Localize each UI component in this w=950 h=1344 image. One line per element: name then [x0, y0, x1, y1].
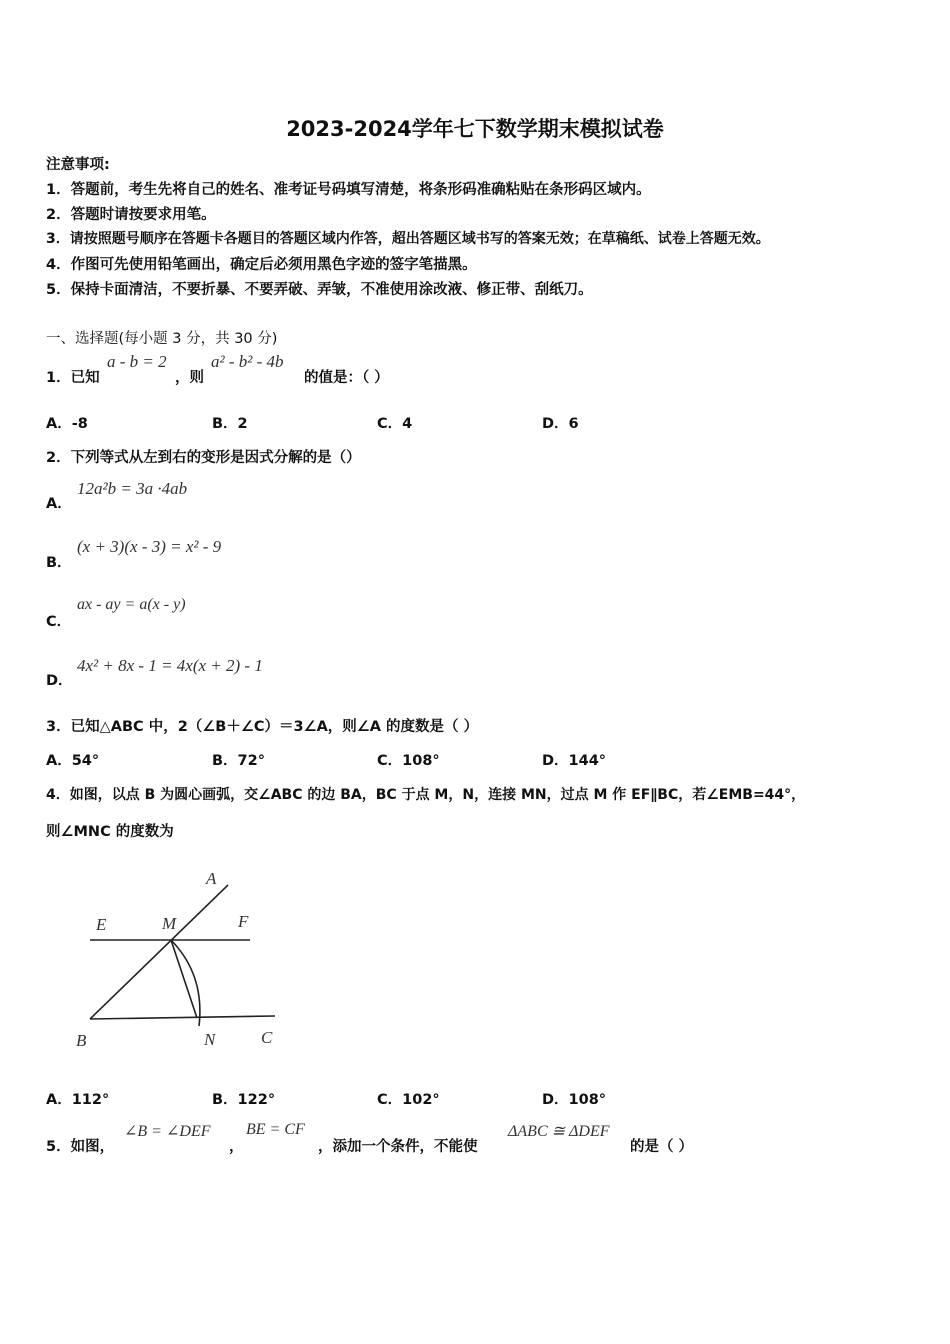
q2-option-a-label: A． — [46, 496, 72, 512]
q2-option-b-expr: (x + 3)(x - 3) = x² - 9 — [77, 537, 222, 556]
q4-option-c: C．102° — [377, 1092, 440, 1108]
page-title: 2023-2024学年七下数学期末模拟试卷 — [286, 117, 664, 141]
label-m: M — [162, 914, 177, 933]
q2-option-d-label: D． — [46, 673, 73, 689]
q3-option-b: B．72° — [212, 753, 265, 769]
q1-option-a: A．-8 — [46, 416, 88, 432]
notice-item: 3．请按照题号顺序在答题卡各题目的答题区域内作答，超出答题区域书写的答案无效；在草稿纸、试卷上答题无效。 — [46, 231, 770, 247]
q1-expr-given: a - b = 2 — [107, 352, 167, 371]
q4-option-d: D．108° — [542, 1092, 607, 1108]
q2-option-d-expr: 4x² + 8x - 1 = 4x(x + 2) - 1 — [77, 656, 263, 675]
q4-option-b: B．122° — [212, 1092, 276, 1108]
label-f: F — [238, 912, 249, 931]
q5-suffix: 的是（ ） — [630, 1139, 694, 1155]
notice-item: 1．答题前，考生先将自己的姓名、准考证号码填写清楚，将条形码准确粘贴在条形码区域内。 — [46, 182, 651, 198]
q3-option-d: D．144° — [542, 753, 607, 769]
notice-item: 5．保持卡面清洁，不要折暴、不要弄破、弄皱，不准使用涂改液、修正带、刮纸刀。 — [46, 282, 593, 298]
q4-figure — [60, 860, 300, 1060]
q2-option-b-label: B． — [46, 555, 72, 571]
q5-expr-congruent: ΔABC ≅ ΔDEF — [508, 1123, 610, 1140]
q1-option-b: B．2 — [212, 416, 248, 432]
ray-ba — [90, 885, 228, 1019]
q3-option-a: A．54° — [46, 753, 100, 769]
notice-heading: 注意事项: — [46, 157, 110, 173]
q2-option-c-label: C． — [46, 614, 72, 630]
label-n: N — [204, 1030, 216, 1049]
notice-item: 2．答题时请按要求用笔。 — [46, 207, 216, 223]
q1-prefix: 1．已知 — [46, 370, 100, 386]
section-heading: 一、选择题(每小题 3 分，共 30 分) — [46, 331, 278, 347]
label-a: A — [206, 869, 217, 888]
q4-option-a: A．112° — [46, 1092, 110, 1108]
q2-option-a-expr: 12a²b = 3a ·4ab — [77, 479, 188, 498]
q1-suffix: 的值是：（ ） — [304, 370, 389, 386]
q1-option-c: C．4 — [377, 416, 413, 432]
q5-sep: ， — [229, 1139, 244, 1155]
q5-expr-segments: BE = CF — [246, 1121, 305, 1138]
q4-stem-line2: 则∠MNC 的度数为 — [46, 824, 174, 840]
q2-option-c-expr: ax - ay = a(x - y) — [77, 596, 186, 613]
q1-mid: ，则 — [175, 370, 204, 386]
q5-mid: ，添加一个条件，不能使 — [318, 1139, 478, 1155]
q4-stem-line1: 4．如图，以点 B 为圆心画弧，交∠ABC 的边 BA，BC 于点 M，N，连接 MN，过点 M 作 EF∥BC，若∠EMB=44°， — [46, 787, 806, 803]
q5-expr-angles: ∠B = ∠DEF — [124, 1123, 211, 1140]
q1-option-d: D．6 — [542, 416, 579, 432]
line-bc — [90, 1016, 275, 1019]
segment-mn — [171, 940, 197, 1018]
q3-option-c: C．108° — [377, 753, 440, 769]
label-e: E — [96, 915, 107, 934]
q5-prefix: 5．如图， — [46, 1139, 115, 1155]
q1-expr-target: a² - b² - 4b — [211, 352, 284, 371]
notice-item: 4．作图可先使用铅笔画出，确定后必须用黑色字迹的签字笔描黑。 — [46, 257, 477, 273]
q2-stem: 2．下列等式从左到右的变形是因式分解的是（） — [46, 450, 361, 466]
q3-stem: 3．已知△ABC 中，2（∠B＋∠C）＝3∠A，则∠A 的度数是（ ） — [46, 719, 479, 735]
label-b: B — [76, 1031, 87, 1050]
label-c: C — [261, 1028, 273, 1047]
